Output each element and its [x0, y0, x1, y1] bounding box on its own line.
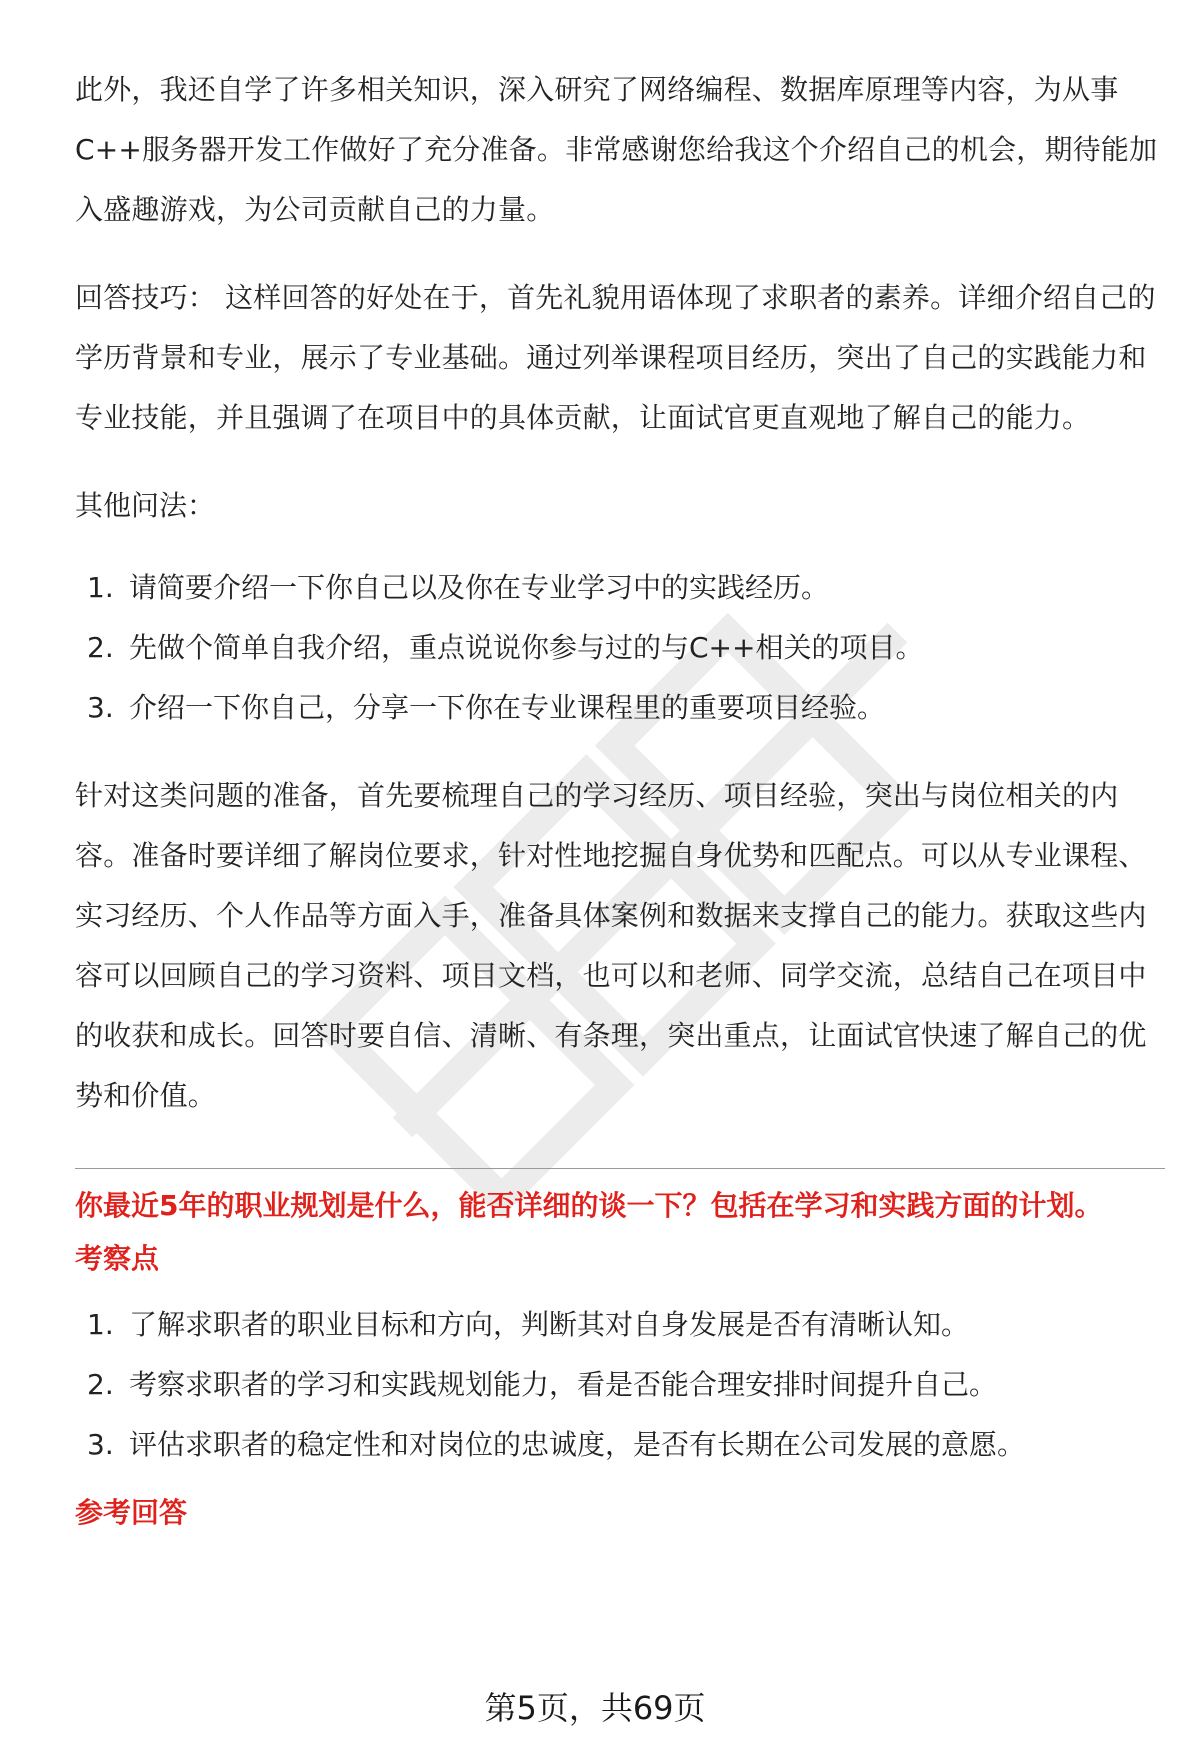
list-item: 2. 先做个简单自我介绍，重点说说你参与过的与C++相关的项目。: [87, 631, 924, 664]
page-number: 第5页，共69页: [484, 1689, 706, 1727]
assessment-points-heading: 考察点: [75, 1242, 160, 1275]
list-item: 1. 请简要介绍一下你自己以及你在专业学习中的实践经历。: [87, 571, 830, 604]
other-questions-label: 其他问法：: [75, 489, 216, 522]
preparation-paragraph: 针对这类问题的准备，首先要梳理自己的学习经历、项目经验，突出与岗位相关的内容。准备时要详细了解岗位要求，针对性地挖掘自身优势和匹配点。可以从专业课程、实习经历、个人作品等方面入手，准备具体案例和数据来支撑自己的能力。获取这些内容可以回顾自己的学习资料、项目文档，也可以和老师、同学交流，总结自己在项目中的收获和成长。回答时要自信、清晰、有条理，突出重点，让面试官快速了解自己的优势和价值。: [75, 779, 1147, 1112]
list-item: 3. 介绍一下你自己，分享一下你在专业课程里的重要项目经验。: [87, 691, 886, 724]
list-item: 1. 了解求职者的职业目标和方向，判断其对自身发展是否有清晰认知。: [87, 1308, 970, 1341]
answer-tips-paragraph: 回答技巧： 这样回答的好处在于，首先礼貌用语体现了求职者的素养。详细介绍自己的学历背景和专业，展示了专业基础。通过列举课程项目经历，突出了自己的实践能力和专业技能，并且强调了在项目中的具体贡献，让面试官更直观地了解自己的能力。: [75, 281, 1156, 434]
other-questions-list: [75, 558, 1165, 738]
list-item: 2. 考察求职者的学习和实践规划能力，看是否能合理安排时间提升自己。: [87, 1368, 998, 1401]
reference-answer-heading: 参考回答: [75, 1496, 188, 1529]
document-page: [75, 60, 1165, 1533]
assessment-points-list: [75, 1295, 1165, 1475]
intro-paragraph: 此外，我还自学了许多相关知识，深入研究了网络编程、数据库原理等内容，为从事C++服务器开发工作做好了充分准备。非常感谢您给我这个介绍自己的机会，期待能加入盛趣游戏，为公司贡献自己的力量。: [75, 73, 1158, 226]
list-item: 3. 评估求职者的稳定性和对岗位的忠诚度，是否有长期在公司发展的意愿。: [87, 1428, 1026, 1461]
question-heading: 你最近5年的职业规划是什么，能否详细的谈一下？包括在学习和实践方面的计划。: [75, 1189, 1103, 1222]
